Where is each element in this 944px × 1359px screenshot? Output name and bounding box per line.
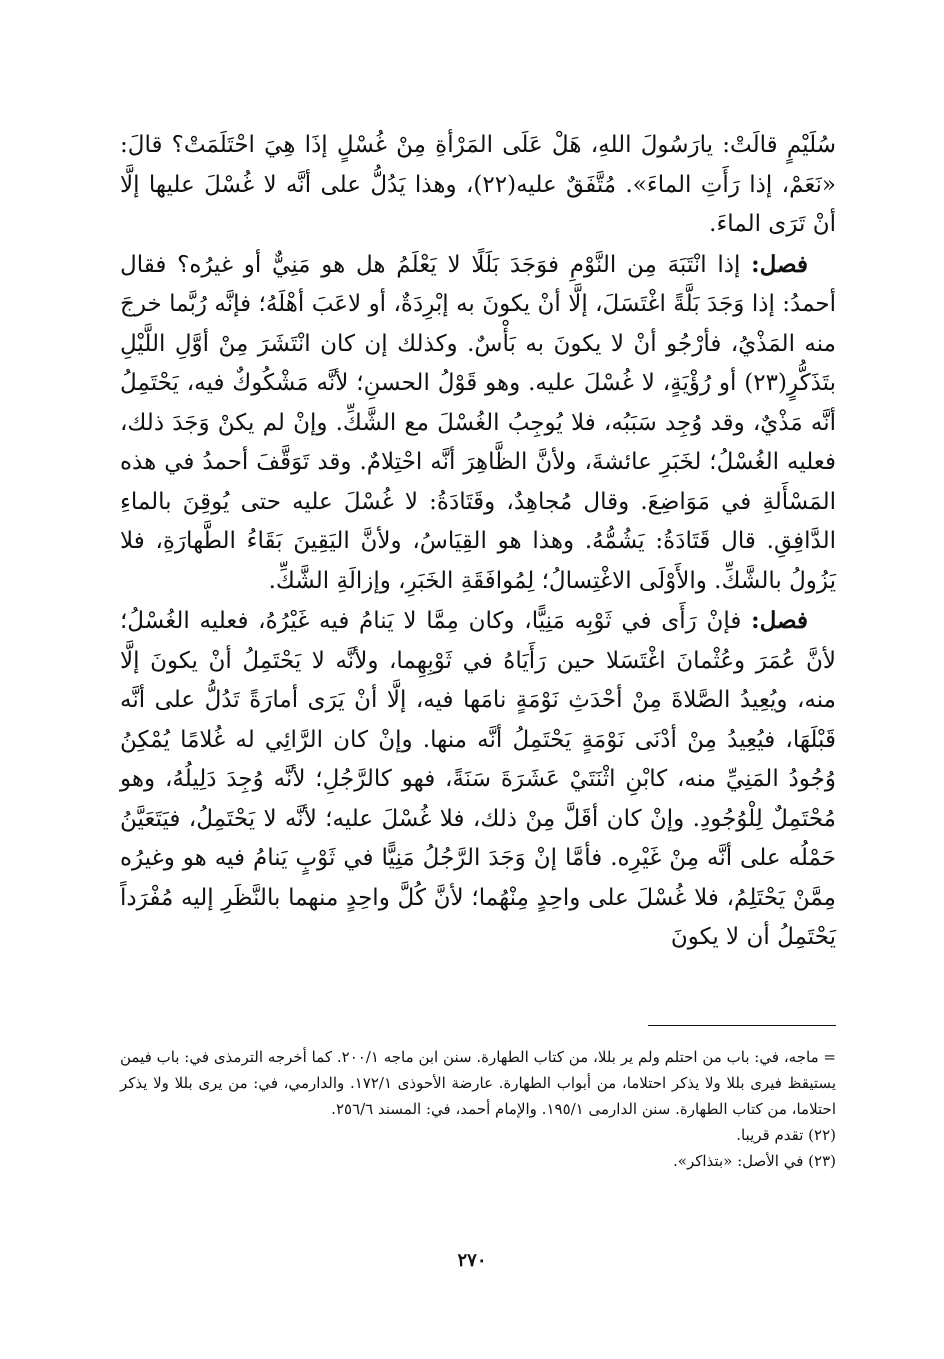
footnote-23: (٢٣) في الأصل: «بتذاكر». <box>673 1152 836 1170</box>
page-number: ٢٧٠ <box>457 1250 487 1271</box>
footnote-continued: = ماجه، في: باب من احتلم ولم ير بللا، من كتاب الطهارة. سنن ابن ماجه ٢٠٠/١. كما أخرجه الترمذى في: باب فيمن يستيقظ فيرى بللا ولا يذكر احتلاما، من أبواب الطهارة. عارضة الأحوذى ١٧٢/١. والدارمي، في: من يرى بللا ولا يذكر احتلاما، من كتاب الطهارة. سنن الدارمى ١٩٥/١. والإمام أحمد، في: المسند ٢٥٦/٦. <box>120 1048 836 1118</box>
paragraph-text: إذا انْتَبَهَ مِن النَّوْمِ فوَجَدَ بَلَلًا لا يَعْلَمُ هل هو مَنِيٌّ أو غيرُه؟ فقال أحمدُ: إذا وَجَدَ بَلَّةً اغْتَسَلَ، إلَّا أنْ يكونَ به إبْرِدَةٌ، أو لاعَبَ أهْلَهُ؛ فإنَّه رُبَّما خرجَ منه المَذْيُ، فأرْجُو أنْ لا يكونَ به بَأْسٌ. وكذلك إن كان انْتَشَرَ مِنْ أوَّلِ اللَّيْلِ بتَذَكُّرٍ(٢٣) أو رُؤْيَةٍ، لا غُسْلَ عليه. وهو قَوْلُ الحسنِ؛ لأنَّه مَشْكُوكٌ فيه، يَحْتَمِلُ أنَّه مَذْيٌ، وقد وُجِد سَبَبُه، فلا يُوجِبُ الغُسْلَ مع الشَّكِّ. وإنْ لم يكنْ وَجَدَ ذلك، فعليه الغُسْلُ؛ لخَبَرِ عائشةَ، ولأنَّ الظَّاهِرَ أنَّه احْتِلامٌ. وقد تَوَقَّفَ أحمدُ في هذه المَسْأَلةِ في مَوَاضِعَ. وقال مُجاهِدٌ، وقَتَادَةُ: لا غُسْلَ عليه حتى يُوقِنَ بالماءِ الدَّافِقِ. قال قَتَادَةُ: يَشُمُّهُ. وهذا هو القِيَاسُ، ولأنَّ اليَقِينَ بَقَاءُ الطَّهارَةِ، فلا يَزُولُ بالشَّكِّ. والأَوْلَى الاغْتِسالُ؛ لِمُوافَقَةِ الخَبَرِ، وإزالَةِ الشَّكِّ. <box>120 251 836 594</box>
paragraph-fasl-1 <box>120 245 836 602</box>
paragraph-text: فإنْ رَأَى في ثَوْبِه مَنِيًّا، وكان مِمَّا لا يَنامُ فيه غَيْرُهُ، فعليه الغُسْلُ؛ لأنَّ عُمَرَ وعُثْمانَ اغْتَسَلا حين رَأَيَاهُ في ثَوْبِهِما، ولأنَّه لا يَحْتَمِلُ أنْ يكونَ إلَّا منه، ويُعِيدُ الصَّلاةَ مِنْ أحْدَثِ نَوْمَةٍ نامَها فيه، إلَّا أنْ يَرَى أمارَةً تَدُلُّ على أنَّه قَبْلَهَا، فيُعِيدُ مِنْ أدْنَى نَوْمَةٍ يَحْتَمِلُ أنَّه منها. وإنْ كان الرَّائِي له غُلامًا يُمْكِنُ وُجُودُ المَنِيِّ منه، كابْنِ اثْنَتَيْ عَشَرَةَ سَنَةً، فهو كالرَّجُلِ؛ لأنَّه وُجِدَ دَلِيلُهُ، وهو مُحْتَمِلٌ لِلْوُجُودِ. وإنْ كان أقَلَّ مِنْ ذلك، فلا غُسْلَ عليه؛ لأنَّه لا يَحْتَمِلُ، فيَتَعَيَّنُ حَمْلُه على أنَّه مِنْ غَيْرِه. فأمَّا إنْ وَجَدَ الرَّجُلُ مَنِيًّا في ثَوْبٍ يَنامُ فيه هو وغيرُه مِمَّنْ يَحْتَلِمُ، فلا غُسْلَ على واحِدٍ مِنْهُما؛ لأنَّ كُلَّ واحِدٍ منهما بالنَّظَرِ إليه مُفْرَداً يَحْتَمِلُ أن لا يكونَ <box>120 608 836 950</box>
paragraph-hadith: سُلَيْمٍ قالَتْ: يارَسُولَ اللهِ، هَلْ عَلَى المَرْأةِ مِنْ غُسْلٍ إذَا هِيَ احْتَلَمَتْ؟ قالَ: «نَعَمْ، إذا رَأَتِ الماءَ». مُتَّفَقٌ عليه(٢٢)، وهذا يَدُلُّ على أنَّه لا غُسْلَ عليها إلَّا أنْ تَرَى الماءَ. <box>120 132 836 237</box>
paragraph-fasl-2 <box>120 601 836 958</box>
section-label: فصل: <box>751 607 808 634</box>
footnote-separator <box>648 1025 836 1026</box>
footnotes <box>120 1044 836 1174</box>
footnote-22: (٢٢) تقدم قريبا. <box>736 1126 836 1144</box>
main-text-body <box>120 126 836 958</box>
section-label: فصل: <box>751 250 808 278</box>
